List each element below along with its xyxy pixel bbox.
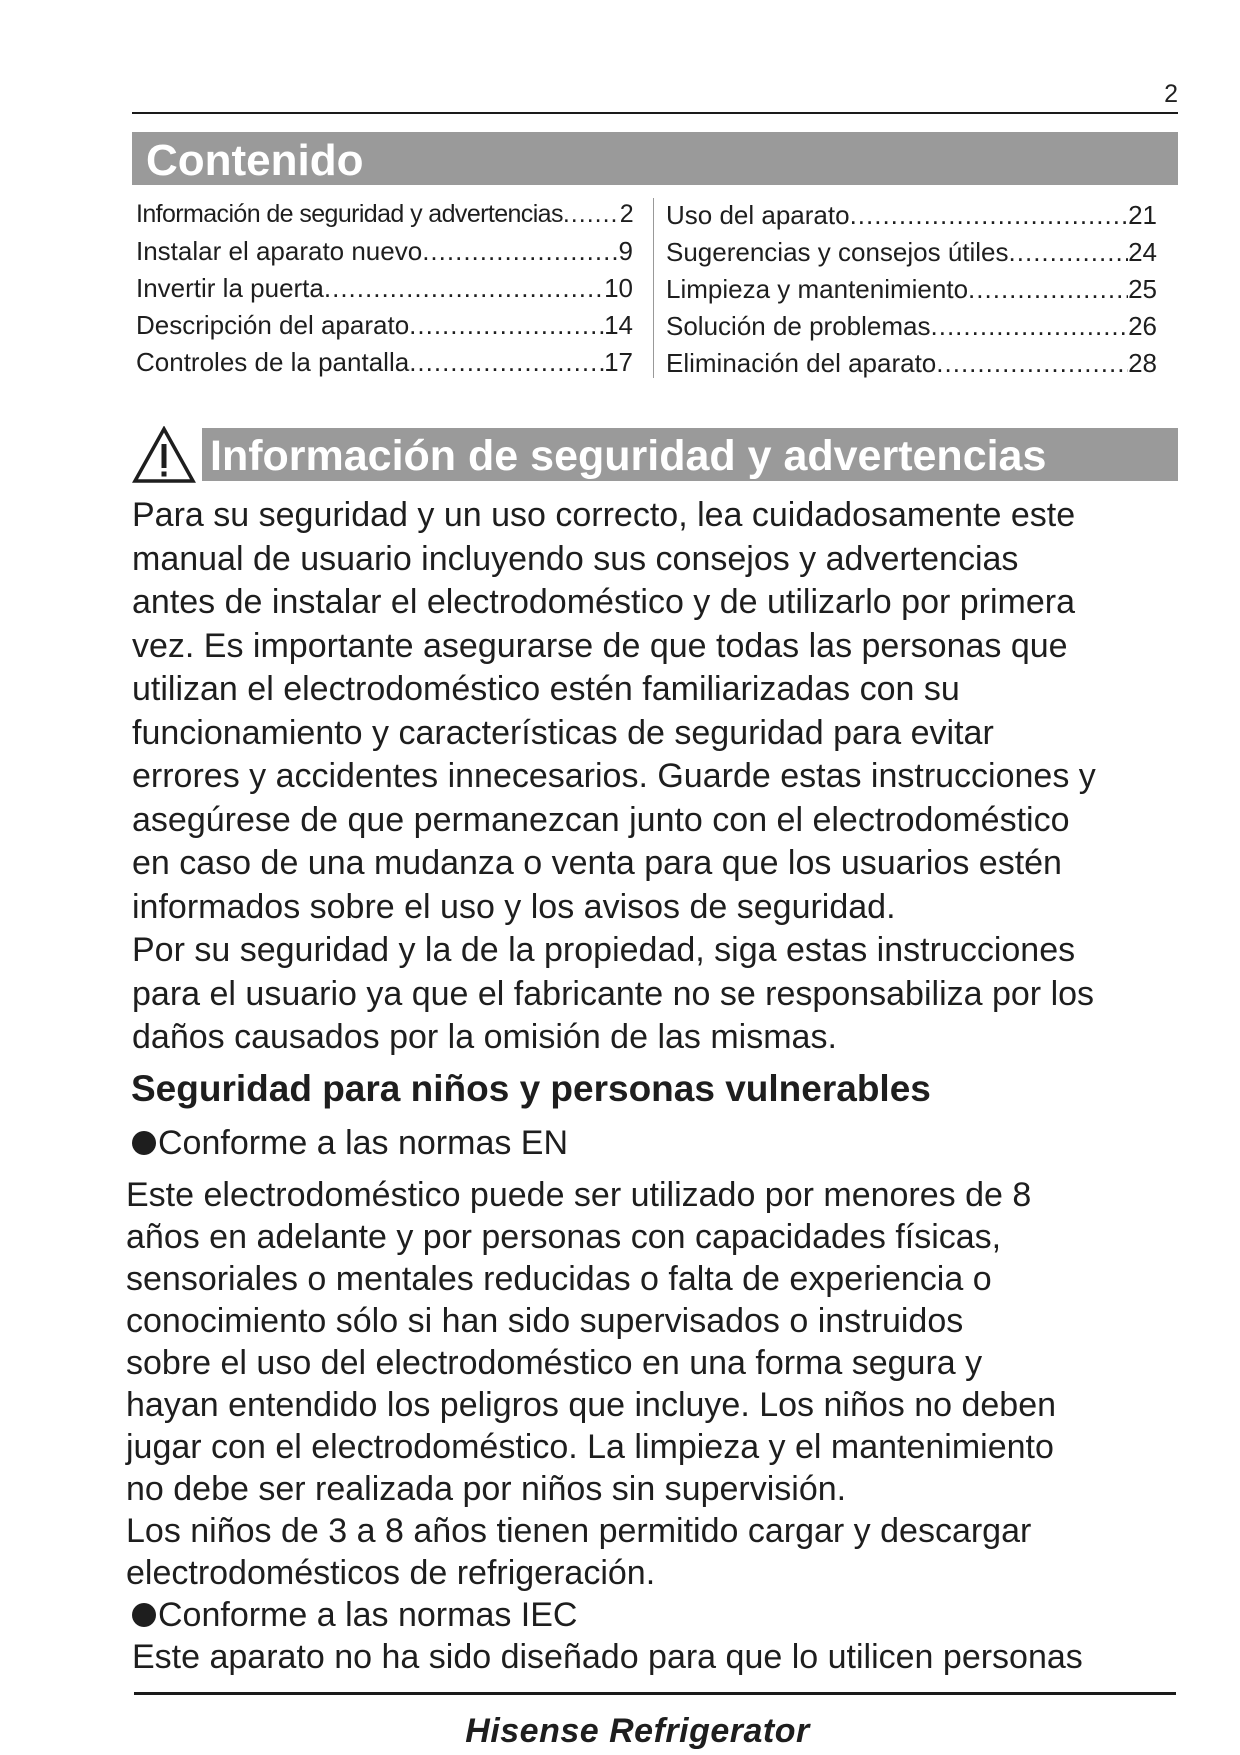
toc-entry-title: Uso del aparato xyxy=(666,200,850,230)
toc-leader xyxy=(1009,234,1129,271)
text-line: sensoriales o mentales reducidas o falta de experiencia o xyxy=(126,1260,992,1298)
toc-entry-title: Solución de problemas xyxy=(666,311,931,341)
toc-entry[interactable] xyxy=(666,234,1157,271)
toc-entry-page: 26 xyxy=(1128,311,1157,341)
toc-entry-title: Eliminación del aparato xyxy=(666,348,937,378)
en-paragraph xyxy=(126,1174,1056,1594)
bottom-rule xyxy=(134,1692,1176,1695)
text-line: hayan entendido los peligros que incluye. Los niños no deben xyxy=(126,1386,1057,1424)
text-line: informados sobre el uso y los avisos de seguridad. xyxy=(132,887,896,926)
toc-entry-page: 10 xyxy=(604,273,633,303)
toc-right-column xyxy=(666,197,1157,382)
toc-entry[interactable] xyxy=(666,271,1157,308)
toc-entry-title: Controles de la pantalla xyxy=(136,347,410,377)
toc-entry-page: 24 xyxy=(1128,237,1157,267)
bullet-icon xyxy=(132,1131,156,1155)
toc-left-column xyxy=(136,196,633,381)
text-line: Por su seguridad y la de la propiedad, siga estas instrucciones xyxy=(132,931,1076,969)
text-line: en caso de una mudanza o venta para que los usuarios estén xyxy=(132,844,1062,882)
toc-leader xyxy=(968,271,1128,308)
toc-leader xyxy=(409,344,604,381)
text-line: para el usuario ya que el fabricante no se responsabiliza por los xyxy=(132,974,1095,1013)
toc-entry-title: Invertir la puerta xyxy=(136,273,324,303)
footer-brand: Hisense Refrigerator xyxy=(465,1712,810,1750)
text-line: manual de usuario incluyendo sus consejos y advertencias xyxy=(132,539,1019,578)
iec-paragraph-line: Este aparato no ha sido diseñado para que lo utilicen personas xyxy=(132,1638,1083,1676)
toc-leader xyxy=(850,197,1129,234)
text-line: asegúrese de que permanezcan junto con el electrodoméstico xyxy=(132,800,1070,839)
text-line: conocimiento sólo si han sido supervisados o instruidos xyxy=(126,1302,964,1340)
toc-entry[interactable] xyxy=(666,197,1157,234)
toc-leader xyxy=(422,233,618,270)
text-line: no debe ser realizada por niños sin supervisión. xyxy=(126,1470,847,1508)
bullet-en-text: Conforme a las normas EN xyxy=(158,1124,569,1162)
toc-entry-title: Limpieza y mantenimiento xyxy=(666,274,969,304)
text-line: funcionamiento y características de seguridad para evitar xyxy=(132,713,994,752)
toc-entry-title: Información de seguridad y advertencias xyxy=(136,200,563,228)
text-line: sobre el uso del electrodoméstico en una forma segura y xyxy=(126,1344,983,1382)
text-line: jugar con el electrodoméstico. La limpieza y el mantenimiento xyxy=(126,1428,1054,1466)
contents-heading-band xyxy=(132,132,1178,185)
text-line: años en adelante y por personas con capacidades físicas, xyxy=(126,1218,1002,1256)
text-line: Para su seguridad y un uso correcto, lea cuidadosamente este xyxy=(132,496,1076,534)
toc-entry-title: Sugerencias y consejos útiles xyxy=(666,237,1009,267)
bullet-en xyxy=(132,1121,568,1165)
toc-leader xyxy=(936,345,1128,382)
text-line: antes de instalar el electrodoméstico y de utilizarlo por primera xyxy=(132,583,1076,621)
toc-leader xyxy=(409,307,604,344)
toc-entry[interactable] xyxy=(136,307,633,344)
toc-divider xyxy=(653,198,654,378)
page-number: 2 xyxy=(1164,80,1178,108)
bullet-iec-text: Conforme a las normas IEC xyxy=(158,1596,578,1634)
toc-entry-page: 21 xyxy=(1128,200,1157,230)
text-line: daños causados por la omisión de las mismas. xyxy=(132,1018,837,1056)
toc-entry-page: 9 xyxy=(618,236,633,266)
text-line: errores y accidentes innecesarios. Guarde estas instrucciones y xyxy=(132,757,1096,795)
toc-entry[interactable] xyxy=(136,233,633,270)
safety-heading-band xyxy=(202,428,1178,481)
toc-entry[interactable] xyxy=(136,344,633,381)
top-rule xyxy=(132,112,1178,114)
text-line: electrodomésticos de refrigeración. xyxy=(126,1554,656,1592)
bullet-iec xyxy=(132,1593,578,1637)
warning-triangle-icon xyxy=(132,426,196,484)
toc-entry-page: 14 xyxy=(604,310,633,340)
text-line: utilizan el electrodoméstico estén familiarizadas con su xyxy=(132,670,960,708)
toc-entry[interactable] xyxy=(666,308,1157,345)
text-line: Este electrodoméstico puede ser utilizado por menores de 8 xyxy=(126,1176,1032,1214)
text-line: Los niños de 3 a 8 años tienen permitido cargar y descargar xyxy=(126,1512,1032,1550)
toc-entry-title: Descripción del aparato xyxy=(136,310,410,340)
subsection-title: Seguridad para niños y personas vulnerables xyxy=(131,1068,931,1109)
toc-leader xyxy=(931,308,1129,345)
toc-entry-page: 17 xyxy=(604,347,633,377)
toc-entry[interactable] xyxy=(136,270,633,307)
toc-entry-title: Instalar el aparato nuevo xyxy=(136,236,423,266)
contents-title: Contenido xyxy=(146,136,364,185)
toc-entry-page: 25 xyxy=(1128,274,1157,304)
text-line: vez. Es importante asegurarse de que todas las personas que xyxy=(132,626,1068,665)
toc-entry-page: 28 xyxy=(1128,348,1157,378)
intro-paragraph xyxy=(132,494,1096,1060)
toc-leader xyxy=(324,270,604,307)
toc-entry[interactable] xyxy=(666,345,1157,382)
bullet-icon xyxy=(132,1603,156,1627)
toc-entry[interactable] xyxy=(136,196,633,233)
toc-entry-page: 2 xyxy=(619,200,633,228)
toc-leader xyxy=(563,196,620,233)
section-title: Información de seguridad y advertencias xyxy=(210,432,1047,480)
